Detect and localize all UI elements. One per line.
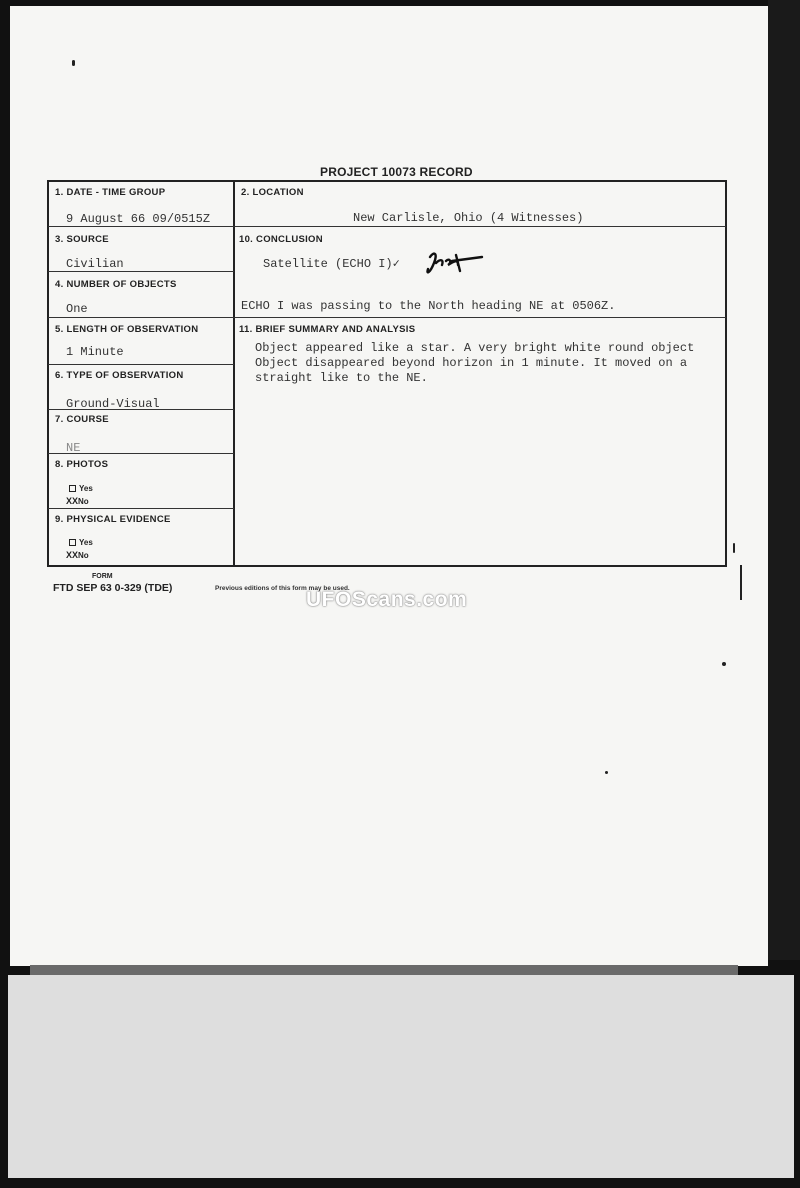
location-label: 2. LOCATION — [241, 187, 304, 198]
scan-background — [8, 975, 794, 1178]
conclusion-value: Satellite (ECHO I)✓ — [263, 257, 400, 271]
type-of-observation-value: Ground-Visual — [66, 397, 160, 411]
photos-label: 8. PHOTOS — [55, 459, 109, 470]
footer-form-word: FORM — [92, 573, 113, 580]
conclusion-note: ECHO I was passing to the North heading NE at 0506Z. — [241, 299, 616, 313]
watermark: UFOScans.com — [306, 588, 468, 611]
date-time-value: 9 August 66 09/0515Z — [66, 212, 211, 226]
number-of-objects-label: 4. NUMBER OF OBJECTS — [55, 279, 177, 290]
evidence-no-label: No — [78, 551, 89, 560]
summary-text: Object appeared like a star. A very bright white round object Object disappeared beyond horizon in 1 minute. It moved on a straight like to the NE. — [255, 341, 695, 385]
source-label: 3. SOURCE — [55, 234, 109, 245]
checkbox-icon — [69, 539, 76, 546]
location-value: New Carlisle, Ohio (4 Witnesses) — [353, 211, 584, 225]
evidence-no-mark: XX — [66, 550, 79, 560]
scan-line — [740, 565, 742, 600]
scan-speck — [72, 60, 75, 66]
source-value: Civilian — [66, 257, 124, 271]
evidence-yes-option — [69, 538, 93, 547]
photos-no-label: No — [78, 497, 89, 506]
checkbox-icon — [69, 485, 76, 492]
handwritten-initials — [424, 249, 486, 279]
physical-evidence-label: 9. PHYSICAL EVIDENCE — [55, 514, 171, 525]
footer-note: Previous editions of this form may be used. — [215, 585, 350, 592]
form-title: PROJECT 10073 RECORD — [320, 165, 473, 179]
number-of-objects-value: One — [66, 302, 88, 316]
photos-yes-label: Yes — [79, 484, 93, 493]
footer-form-id: FTD SEP 63 0-329 (TDE) — [53, 582, 173, 594]
photos-no-option — [66, 496, 89, 506]
row-divider — [48, 364, 234, 365]
scan-dark-edge — [768, 0, 800, 960]
date-time-label: 1. DATE - TIME GROUP — [55, 187, 166, 198]
row-divider — [48, 226, 726, 227]
scan-speck — [605, 771, 608, 774]
course-label: 7. COURSE — [55, 414, 109, 425]
evidence-yes-label: Yes — [79, 538, 93, 547]
row-divider — [48, 271, 234, 272]
row-divider — [48, 317, 726, 318]
summary-label: 11. BRIEF SUMMARY AND ANALYSIS — [239, 324, 416, 335]
scan-speck — [733, 543, 735, 553]
row-divider — [48, 508, 234, 509]
length-of-observation-value: 1 Minute — [66, 345, 124, 359]
length-of-observation-label: 5. LENGTH OF OBSERVATION — [55, 324, 199, 335]
photos-no-mark: XX — [66, 496, 79, 506]
conclusion-label: 10. CONCLUSION — [239, 234, 323, 245]
sheet-shadow — [30, 965, 738, 975]
type-of-observation-label: 6. TYPE OF OBSERVATION — [55, 370, 184, 381]
evidence-no-option — [66, 550, 89, 560]
photos-yes-option — [69, 484, 93, 493]
scan-speck — [722, 662, 726, 666]
course-value: NE — [66, 441, 81, 455]
